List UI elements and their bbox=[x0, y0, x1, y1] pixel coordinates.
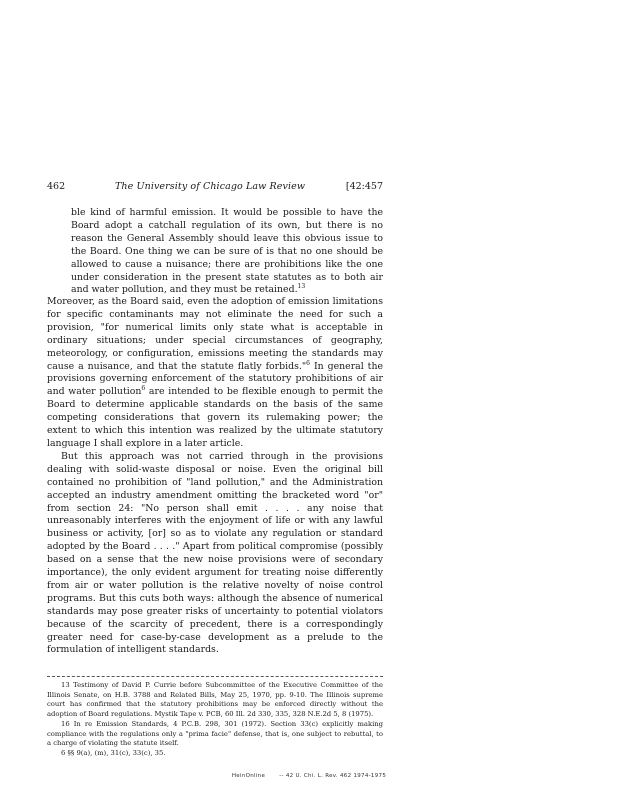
journal-title: The University of Chicago Law Review bbox=[115, 181, 306, 192]
page-number: 462 bbox=[47, 181, 66, 192]
page-footer bbox=[0, 773, 618, 779]
footer-citation: -- 42 U. Chi. L. Rev. 462 1974-1975 bbox=[279, 773, 387, 779]
footnote: 13 Testimony of David P. Currie before Subcommittee of the Executive Committee of the Illinois Senate, on H.B. 3788 and Related Bills, May 25, 1970, pp. 9-10. The Illinois supreme court has confirmed that the statutory prohibitions may be enforced directly without the adoption of Board regulations. Mystik Tape v. PCB, 60 Ill. 2d 330, 335, 328 N.E.2d 5, 8 (1975). bbox=[47, 681, 383, 719]
paragraph bbox=[47, 296, 383, 451]
running-header bbox=[47, 180, 383, 194]
footnote: 6 §§ 9(a), (m), 31(c), 33(c), 35. bbox=[61, 748, 166, 757]
footnote-divider bbox=[47, 676, 383, 677]
footnote: 16 In re Emission Standards, 4 P.C.B. 298, 301 (1972). Section 33(c) explicitly making compliance with the regulations only a "prima facie" defense, that is, one subject to rebuttal, to a charge of violating the statute itself. bbox=[47, 719, 383, 748]
footnote-ref: 13 bbox=[297, 283, 306, 291]
footer-source: HeinOnline bbox=[231, 773, 266, 779]
footnote-ref: 6 bbox=[306, 359, 310, 367]
paragraph bbox=[47, 451, 383, 658]
paragraph-text: Moreover, as the Board said, even the adoption of emission limitations for specific contaminants may not eliminate the need for such a provision, "for numerical limits only state what is acceptable in ordinary situations; under special circumstances of geography, meteorology, or configuration, emissions meeting the standards may cause a nuisance, and that the statute flatly forbids." bbox=[47, 296, 383, 372]
paragraph-text: In general the provisions governing enforcement of the statutory prohibitions of air and water pollution bbox=[47, 360, 383, 398]
block-quote-text: ble kind of harmful emission. It would be possible to have the Board adopt a catchall regulation of its own, but there is no reason the General Assembly should leave this obvious issue to the Board. One thing we can be sure of is that no one should be allowed to cause a nuisance; there are prohibitions like the one under consideration in the present state statutes as to both air and water pollution, and they must be retained. bbox=[71, 207, 383, 296]
footnote-ref: 6 bbox=[141, 385, 146, 393]
paragraph-text: But this approach was not carried through in the provisions dealing with solid-waste disposal or noise. Even the original bill contained no prohibition of "land pollution," and the Administration accepted an industry amendment omitting the bracketed word "or" from section 24: "No person shall emit . . . . any noise that unreasonably interferes with the enjoyment of life or with any lawful business or activity, [or] so as to violate any regulation or standard adopted by the Board . . . ." Apart from political compromise (possibly based on a sense that the new noise provisions were of secondary importance), the only evident argument for treating noise differently from air or water pollution is the relative novelty of noise control programs. But this cuts both ways: although the absence of numerical standards may pose greater risks of uncertainty to potential violators because of the scarcity of precedent, there is a correspondingly greater need for case-by-case development as a prelude to the formulation of intelligent standards. bbox=[47, 450, 383, 656]
body-text bbox=[47, 296, 383, 657]
footnotes bbox=[47, 681, 383, 759]
volume-citation: [42:457 bbox=[345, 181, 383, 192]
block-quote bbox=[71, 207, 383, 297]
paragraph-text: are intended to be flexible enough to permit the Board to determine applicable standards on the basis of the same competing considerations that govern its rulemaking power; the extent to which this intention was realized by the ultimate statutory language I shall explore in a later article. bbox=[47, 386, 383, 449]
